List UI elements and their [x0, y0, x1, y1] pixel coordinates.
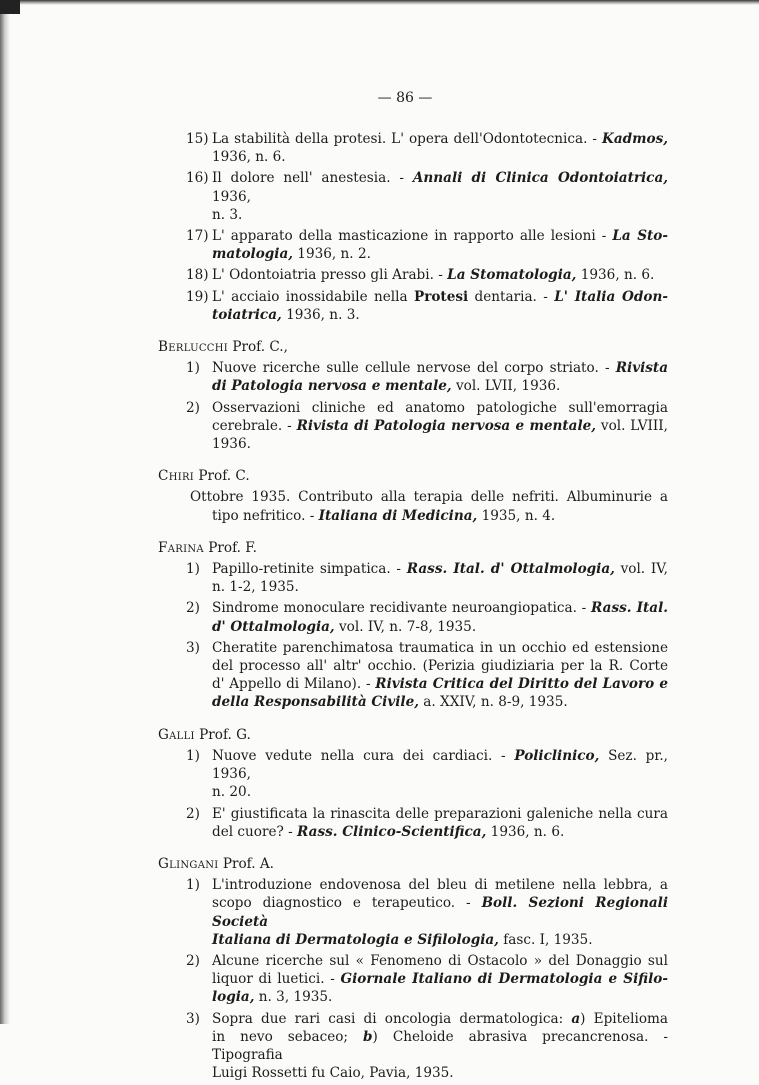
text-line	[212, 306, 668, 324]
citation-text: vol. LVII, 1936.	[451, 378, 561, 395]
author-section	[158, 855, 668, 1082]
author-title: Prof. A.	[222, 855, 274, 872]
text-line	[212, 507, 668, 525]
journal-title: logia,	[212, 989, 255, 1006]
text-line	[212, 578, 668, 596]
author-title: Prof. C.,	[232, 339, 288, 356]
publication-entry	[158, 359, 668, 395]
journal-title: Rivista Critica del Diritto del Lavoro e	[375, 676, 668, 693]
author-heading	[158, 539, 668, 557]
citation-text: vol. IV, n. 7-8, 1935.	[334, 618, 477, 635]
author-name: Glingani	[158, 855, 219, 872]
bibliography-list	[158, 130, 668, 1085]
text-line	[212, 359, 668, 377]
citation-text: La stabilità della protesi. L' opera dell'Odontotecnica. -	[212, 131, 603, 147]
scan-corner-mark	[0, 0, 20, 14]
citation-text: Luigi Rossetti fu Caio, Pavia, 1935.	[212, 1065, 454, 1082]
citation-text: L' apparato della masticazione in rapporto alle lesioni -	[212, 228, 613, 245]
citation-text: 1936, n. 2.	[292, 246, 371, 263]
scan-top-edge	[0, 0, 759, 5]
citation-text: Nuove vedute nella cura dei cardiaci. -	[212, 747, 515, 764]
citation-text: vol. LVIII,	[596, 417, 668, 434]
publication-entry	[158, 805, 668, 841]
author-section	[158, 539, 668, 712]
citation-text: Sopra due rari casi di oncologia dermatologica:	[212, 1010, 572, 1027]
text-line	[212, 599, 668, 617]
citation-text: 1936, n. 3.	[281, 306, 360, 323]
citation-text: cerebrale. -	[212, 417, 297, 434]
publication-entry	[158, 130, 668, 166]
citation-text: fasc. I, 1935.	[498, 931, 593, 948]
publication-entry	[158, 266, 668, 284]
publication-entry	[158, 169, 668, 224]
citation-text: d' Appello di Milano). -	[212, 676, 376, 693]
text-line	[212, 245, 668, 263]
citation-text: Il dolore nell' anestesia. -	[212, 170, 413, 187]
publication-entry	[158, 876, 668, 949]
text-line	[212, 894, 668, 930]
text-line	[212, 227, 668, 245]
page-number: — 86 —	[377, 90, 433, 106]
journal-title: Giornale Italiano di Dermatologia e Sifilo-	[340, 971, 668, 988]
text-line	[190, 488, 668, 506]
citation-text: L' Odontoiatria presso gli Arabi. -	[212, 267, 448, 284]
citation-text: liquor di luetici. -	[212, 971, 341, 988]
publication-entry	[158, 288, 668, 324]
citation-text: L'introduzione endovenosa del bleu di metilene nella lebbra, a	[212, 877, 668, 894]
journal-title: Kadmos,	[602, 131, 668, 147]
text-line	[212, 693, 668, 711]
text-line	[212, 952, 668, 970]
publication-entry	[158, 639, 668, 712]
citation-text: Papillo-retinite simpatica. -	[212, 561, 407, 578]
entry-number: 1)	[186, 561, 200, 578]
author-name: Galli	[158, 726, 195, 743]
journal-title: Italiana di Medicina,	[318, 507, 478, 524]
publication-entry	[158, 1010, 668, 1083]
author-heading	[158, 467, 668, 485]
journal-title: d' Ottalmologia,	[212, 618, 335, 635]
citation-text: 1935, n. 4.	[477, 507, 556, 524]
citation-text: a. XXIV, n. 8-9, 1935.	[418, 694, 568, 711]
citation-text: Alcune ricerche sul « Fenomeno di Ostacolo » del Donaggio sul	[212, 952, 668, 969]
author-name: Chiri	[158, 468, 195, 485]
author-heading	[158, 338, 668, 356]
text-line	[212, 399, 668, 417]
citation-text: Sindrome monoculare recidivante neuroangiopatica. -	[212, 600, 592, 617]
text-line	[212, 1010, 668, 1028]
journal-title: La Stomatologia,	[447, 267, 577, 284]
entry-number: 1)	[186, 360, 200, 377]
text-line	[212, 988, 668, 1006]
publication-entry	[158, 488, 668, 524]
text-line	[212, 675, 668, 693]
text-line	[212, 823, 668, 841]
text-line	[212, 639, 668, 657]
journal-title: della Responsabilità Civile,	[212, 694, 419, 711]
text-line	[212, 417, 668, 435]
publication-entry	[158, 399, 668, 454]
author-title: Prof. C.	[198, 468, 250, 485]
text-line	[212, 148, 668, 166]
citation-text: ) Epitelioma	[580, 1010, 669, 1027]
author-heading	[158, 855, 668, 873]
text-line	[212, 970, 668, 988]
citation-text: 1936, n. 6.	[576, 267, 655, 284]
journal-title: Rass. Ital. d' Ottalmologia,	[406, 561, 615, 578]
citation-text: n. 1-2, 1935.	[212, 579, 299, 596]
entry-number: 3)	[186, 1010, 200, 1027]
journal-title: Italiana di Dermatologia e Sifilologia,	[212, 931, 499, 948]
publication-entry	[158, 747, 668, 802]
journal-title: La Sto-	[612, 228, 668, 245]
entry-number: 1)	[186, 747, 200, 764]
author-title: Prof. G.	[199, 726, 251, 743]
author-section	[158, 130, 668, 324]
text-line	[212, 747, 668, 783]
entry-number: 2)	[186, 399, 200, 416]
citation-text: tipo nefritico. -	[212, 507, 319, 524]
text-line	[212, 130, 668, 148]
text-line	[212, 1064, 668, 1082]
text-line	[212, 169, 668, 205]
scan-left-edge	[0, 0, 10, 1024]
citation-text: Cheratite parenchimatosa traumatica in un occhio ed estensione	[212, 639, 668, 656]
citation-text: 1936, n. 6.	[486, 823, 565, 840]
journal-title: Rivista di Patologia nervosa e mentale,	[296, 417, 597, 434]
citation-text: dentaria. -	[468, 288, 555, 305]
entry-number: 2)	[186, 952, 200, 969]
citation-text: ) Cheloide abrasiva precancrenosa. - Tipografia	[212, 1028, 668, 1063]
text-line	[212, 377, 668, 395]
citation-text: n. 20.	[212, 784, 252, 801]
citation-text: Osservazioni cliniche ed anatomo patologiche sull'emorragia	[212, 399, 668, 416]
journal-title: L' Italia Odon-	[554, 288, 668, 305]
journal-title: b	[363, 1028, 373, 1045]
citation-text: Ottobre 1935. Contributo alla terapia delle nefriti. Albuminurie a	[190, 489, 668, 506]
journal-title: Rass. Clinico-Scientifica,	[297, 823, 487, 840]
text-line	[212, 1028, 668, 1064]
journal-title: di Patologia nervosa e mentale,	[212, 378, 452, 395]
journal-title: Policlinico,	[514, 747, 600, 764]
citation-text: Sez. pr., 1936,	[212, 747, 668, 783]
journal-title: toiatrica,	[212, 306, 282, 323]
citation-text: 1936.	[212, 436, 251, 453]
author-section	[158, 338, 668, 453]
publication-entry	[158, 560, 668, 596]
citation-text: n. 3.	[212, 206, 243, 223]
journal-title: Annali di Clinica Odontoiatrica,	[412, 170, 669, 187]
journal-title: a	[571, 1010, 581, 1027]
citation-text: del cuore? -	[212, 823, 298, 840]
text-line	[212, 657, 668, 675]
entry-number: 3)	[186, 639, 200, 656]
author-section	[158, 726, 668, 841]
author-section	[158, 467, 668, 525]
publication-entry	[158, 227, 668, 263]
citation-text: Protesi	[413, 288, 469, 305]
text-line	[212, 783, 668, 801]
entry-number: 18)	[186, 267, 209, 284]
citation-text: in nevo sebaceo;	[212, 1028, 364, 1045]
entry-number: 15)	[186, 131, 209, 147]
text-line	[212, 435, 668, 453]
text-line	[212, 560, 668, 578]
citation-text: Nuove ricerche sulle cellule nervose del corpo striato. -	[212, 360, 616, 377]
citation-text: E' giustificata la rinascita delle preparazioni galeniche nella cura	[212, 805, 668, 822]
text-line	[212, 266, 668, 284]
journal-title: Boll. Sezioni Regionali Società	[212, 895, 668, 930]
entry-number: 2)	[186, 805, 200, 822]
entry-number: 1)	[186, 877, 200, 894]
publication-entry	[158, 952, 668, 1007]
text-line	[212, 876, 668, 894]
publication-entry	[158, 599, 668, 635]
author-heading	[158, 726, 668, 744]
citation-text: 1936,	[212, 188, 251, 205]
citation-text: 1936, n. 6.	[212, 149, 286, 166]
journal-title: matologia,	[212, 246, 293, 263]
journal-title: Rivista	[615, 360, 668, 377]
author-name: Farina	[158, 539, 204, 556]
entry-number: 16)	[186, 170, 209, 187]
journal-title: Rass. Ital.	[591, 600, 668, 617]
entry-number: 17)	[186, 228, 209, 245]
author-title: Prof. F.	[208, 539, 257, 556]
text-line	[212, 206, 668, 224]
author-name: Berlucchi	[158, 339, 229, 356]
entry-number: 19)	[186, 288, 209, 305]
citation-text: L' acciaio inossidabile nella	[212, 288, 414, 305]
citation-text: scopo diagnostico e terapeutico. -	[212, 895, 482, 912]
citation-text: vol. IV,	[614, 561, 668, 578]
text-line	[212, 288, 668, 306]
entry-number: 2)	[186, 600, 200, 617]
citation-text: n. 3, 1935.	[254, 989, 333, 1006]
text-line	[212, 931, 668, 949]
citation-text: del processo all' altr' occhio. (Perizia giudiziaria per la R. Corte	[212, 658, 668, 675]
text-line	[212, 618, 668, 636]
text-line	[212, 805, 668, 823]
